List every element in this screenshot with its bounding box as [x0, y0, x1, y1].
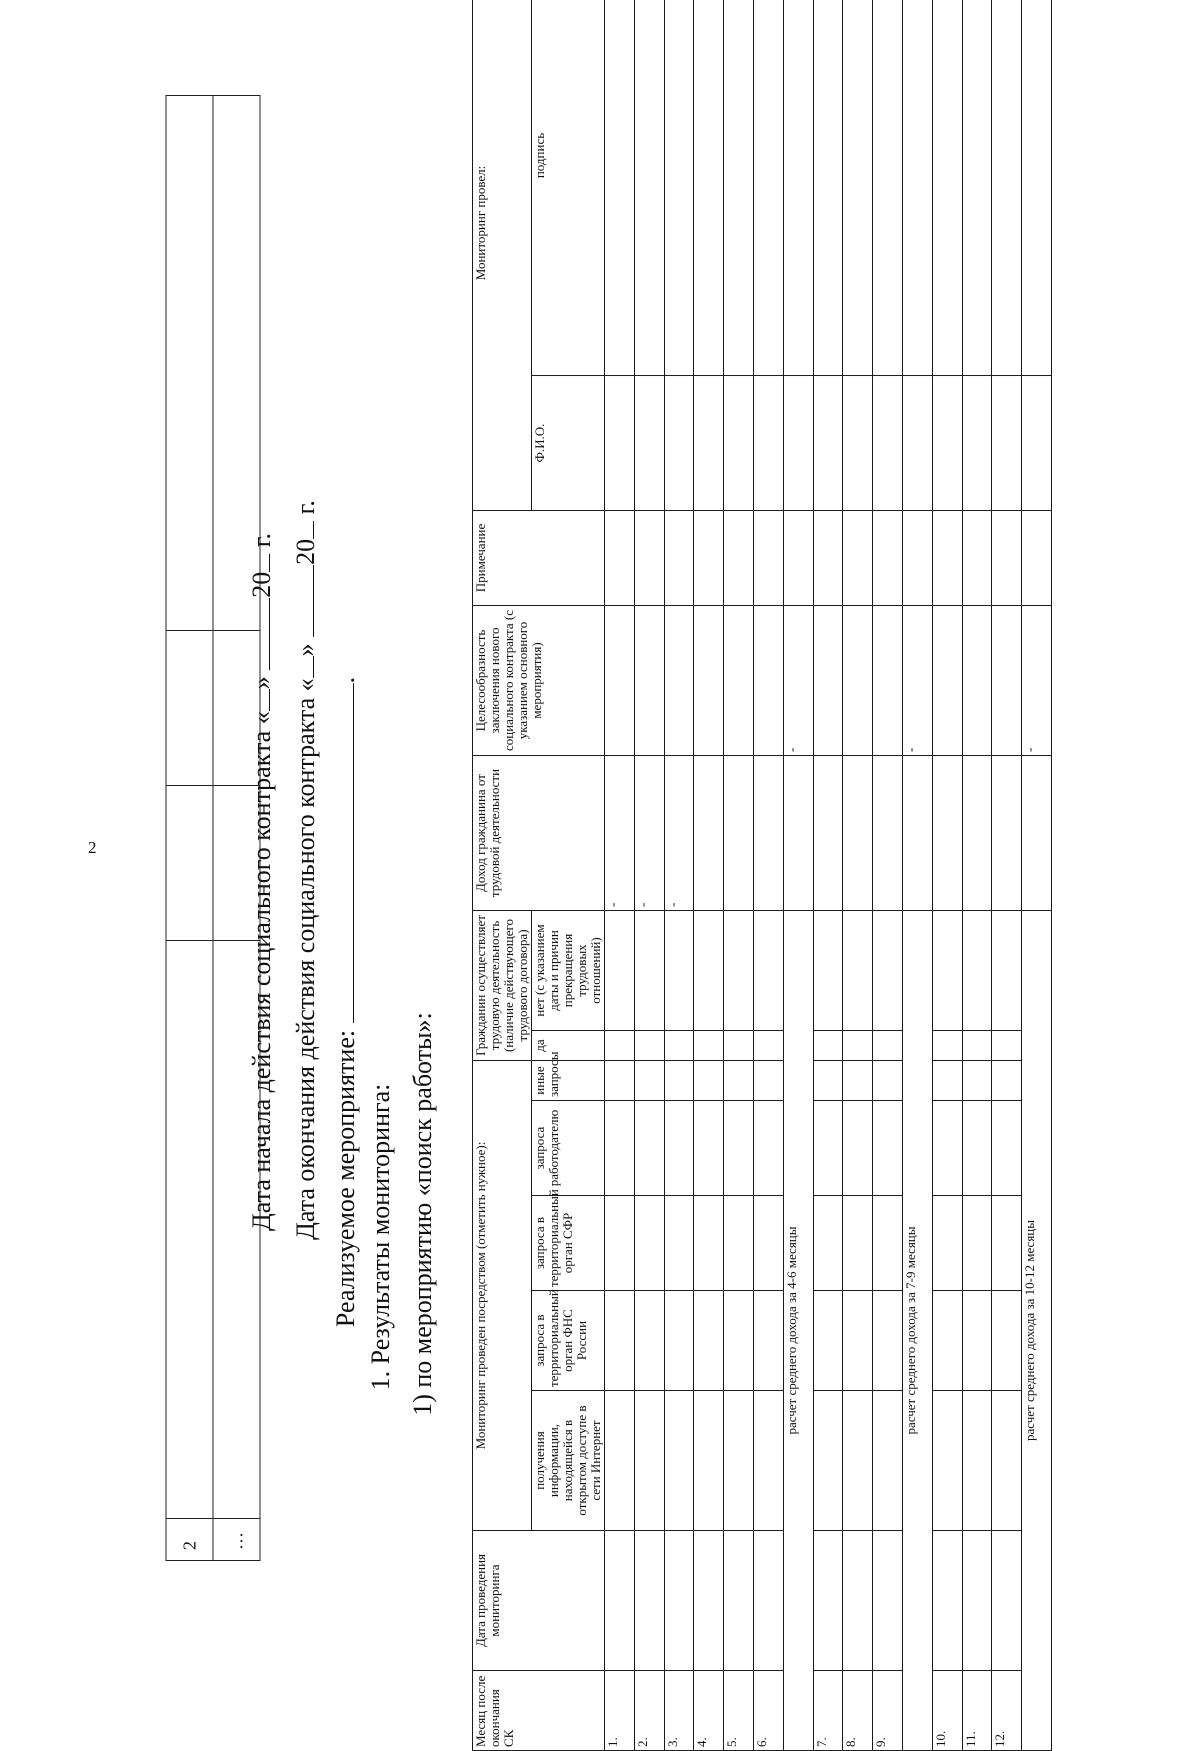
income-cell[interactable] — [843, 755, 873, 910]
signature-cell[interactable] — [1022, 0, 1052, 375]
other-cell[interactable] — [724, 1060, 754, 1100]
sfr-cell[interactable] — [664, 1195, 694, 1290]
employment-yes-cell[interactable] — [813, 1030, 843, 1060]
contract-start-close-quote: » — [247, 676, 276, 690]
header-method-internet: получения информации, находящейся в открытом доступе в сети Интернет — [532, 1390, 605, 1530]
note-cell[interactable] — [873, 510, 903, 605]
sfr-cell[interactable] — [605, 1195, 635, 1290]
month-row — [843, 0, 873, 1750]
employment-no-cell[interactable] — [932, 910, 962, 1030]
note-cell[interactable] — [783, 510, 813, 605]
employer-cell[interactable] — [873, 1100, 903, 1195]
month-cell: 7. — [813, 1670, 843, 1750]
sfr-cell[interactable] — [634, 1195, 664, 1290]
income-cell[interactable] — [724, 755, 754, 910]
month-row — [724, 0, 754, 1750]
month-row — [992, 0, 1022, 1750]
name-cell[interactable] — [873, 375, 903, 510]
sfr-cell[interactable] — [724, 1195, 754, 1290]
signature-cell[interactable] — [992, 0, 1022, 375]
date-cell[interactable] — [992, 1530, 1022, 1670]
month-row — [813, 0, 843, 1750]
employment-yes-cell[interactable] — [992, 1030, 1022, 1060]
employment-yes-cell[interactable] — [694, 1030, 724, 1060]
fns-cell[interactable] — [962, 1290, 992, 1390]
signature-cell[interactable] — [962, 0, 992, 375]
fns-cell[interactable] — [664, 1290, 694, 1390]
expediency-cell[interactable] — [694, 605, 724, 755]
income-cell[interactable] — [813, 755, 843, 910]
header-employment-group: Гражданин осуществляет трудовую деятельность (наличие действующего трудового договора) — [473, 910, 532, 1060]
date-cell[interactable] — [843, 1530, 873, 1670]
employment-yes-cell[interactable] — [753, 1030, 783, 1060]
employment-no-cell[interactable] — [843, 910, 873, 1030]
fns-cell[interactable] — [605, 1290, 635, 1390]
employer-cell[interactable] — [605, 1100, 635, 1195]
note-cell[interactable] — [902, 510, 932, 605]
date-cell[interactable] — [932, 1530, 962, 1670]
fns-cell[interactable] — [813, 1290, 843, 1390]
sfr-cell[interactable] — [753, 1195, 783, 1290]
month-row — [932, 0, 962, 1750]
employer-cell[interactable] — [992, 1100, 1022, 1195]
fragment-cell — [166, 630, 213, 785]
month-row — [694, 0, 724, 1750]
note-cell[interactable] — [1022, 510, 1052, 605]
internet-cell[interactable] — [813, 1390, 843, 1530]
date-cell[interactable] — [694, 1530, 724, 1670]
fragment-row — [166, 95, 213, 1560]
income-cell[interactable] — [753, 755, 783, 910]
employment-yes-cell[interactable] — [932, 1030, 962, 1060]
internet-cell[interactable] — [605, 1390, 635, 1530]
internet-cell[interactable] — [962, 1390, 992, 1530]
expediency-cell[interactable] — [724, 605, 754, 755]
average-row — [1022, 0, 1052, 1750]
internet-cell[interactable] — [992, 1390, 1022, 1530]
header-method-other: иные запросы — [532, 1060, 605, 1100]
monitoring-table — [472, 0, 1052, 1751]
average-row — [783, 0, 813, 1750]
employment-yes-cell[interactable] — [873, 1030, 903, 1060]
employment-no-cell[interactable] — [753, 910, 783, 1030]
note-cell[interactable] — [694, 510, 724, 605]
internet-cell[interactable] — [873, 1390, 903, 1530]
average-label: расчет среднего дохода за 4-6 месяцы — [783, 910, 813, 1750]
employer-cell[interactable] — [813, 1100, 843, 1195]
average-label: расчет среднего дохода за 7-9 месяцы — [902, 910, 932, 1750]
name-cell[interactable] — [753, 375, 783, 510]
header-method-group: Мониторинг проведен посредством (отметить нужное): — [473, 1060, 532, 1530]
name-cell[interactable] — [634, 375, 664, 510]
contract-start-line — [247, 533, 277, 1231]
signature-cell[interactable] — [873, 0, 903, 375]
fns-cell[interactable] — [992, 1290, 1022, 1390]
month-row — [605, 0, 635, 1750]
contract-end-close-quote: » — [291, 643, 320, 657]
month-cell: 10. — [932, 1670, 962, 1750]
header-conducted-name: Ф.И.О. — [532, 375, 605, 510]
fragment-table-wrap — [165, 95, 260, 1560]
contract-start-year-suffix: г. — [247, 533, 276, 548]
signature-cell[interactable] — [753, 0, 783, 375]
expediency-cell[interactable] — [843, 605, 873, 755]
contract-start-year-blank[interactable] — [269, 554, 270, 572]
other-cell[interactable] — [813, 1060, 843, 1100]
name-cell[interactable] — [694, 375, 724, 510]
employment-no-cell[interactable] — [724, 910, 754, 1030]
internet-cell[interactable] — [724, 1390, 754, 1530]
header-method-employer: запроса работодателю — [532, 1100, 605, 1195]
employer-cell[interactable] — [694, 1100, 724, 1195]
employment-no-cell[interactable] — [813, 910, 843, 1030]
date-cell[interactable] — [634, 1530, 664, 1670]
contract-end-year-blank[interactable] — [313, 521, 314, 539]
expediency-cell[interactable] — [932, 605, 962, 755]
name-cell[interactable] — [992, 375, 1022, 510]
employment-yes-cell[interactable] — [962, 1030, 992, 1060]
sfr-cell[interactable] — [813, 1195, 843, 1290]
internet-cell[interactable] — [753, 1390, 783, 1530]
note-cell[interactable] — [962, 510, 992, 605]
employment-no-cell[interactable] — [962, 910, 992, 1030]
expediency-cell[interactable] — [992, 605, 1022, 755]
note-cell[interactable] — [932, 510, 962, 605]
name-cell[interactable] — [1022, 375, 1052, 510]
activity-blank[interactable] — [353, 683, 354, 1023]
activity-line — [331, 677, 361, 1327]
fns-cell[interactable] — [932, 1290, 962, 1390]
income-cell[interactable]: - — [664, 755, 694, 910]
name-cell[interactable] — [962, 375, 992, 510]
month-cell: 3. — [664, 1670, 694, 1750]
signature-cell[interactable] — [724, 0, 754, 375]
monitoring-table-body — [605, 0, 1052, 1750]
expediency-cell[interactable]: - — [783, 605, 813, 755]
header-row — [473, 0, 532, 1750]
other-cell[interactable] — [634, 1060, 664, 1100]
expediency-cell[interactable] — [873, 605, 903, 755]
header-conducted-group: Мониторинг провел: — [473, 0, 532, 510]
header-income: Доход гражданина от трудовой деятельности — [473, 755, 605, 910]
date-cell[interactable] — [605, 1530, 635, 1670]
income-cell[interactable] — [783, 755, 813, 910]
subsection-title: 1) по мероприятию «поиск работы»: — [408, 1012, 437, 1416]
fns-cell[interactable] — [873, 1290, 903, 1390]
date-cell[interactable] — [664, 1530, 694, 1670]
name-cell[interactable] — [902, 375, 932, 510]
expediency-cell[interactable]: - — [902, 605, 932, 755]
fragment-cell — [166, 785, 213, 940]
contract-end-year-prefix: 20 — [291, 538, 320, 565]
expediency-cell[interactable] — [664, 605, 694, 755]
fns-cell[interactable] — [694, 1290, 724, 1390]
income-cell[interactable]: - — [634, 755, 664, 910]
expediency-cell[interactable] — [813, 605, 843, 755]
date-cell[interactable] — [813, 1530, 843, 1670]
other-cell[interactable] — [605, 1060, 635, 1100]
month-row — [962, 0, 992, 1750]
employment-yes-cell[interactable] — [605, 1030, 635, 1060]
name-cell[interactable] — [664, 375, 694, 510]
other-cell[interactable] — [992, 1060, 1022, 1100]
other-cell[interactable] — [694, 1060, 724, 1100]
sfr-cell[interactable] — [992, 1195, 1022, 1290]
signature-cell[interactable] — [843, 0, 873, 375]
income-cell[interactable]: - — [605, 755, 635, 910]
internet-cell[interactable] — [634, 1390, 664, 1530]
expediency-cell[interactable]: - — [1022, 605, 1052, 755]
contract-end-day-blank[interactable] — [313, 656, 314, 678]
header-method-fns: запроса в территориальный орган ФНС России — [532, 1290, 605, 1390]
note-cell[interactable] — [634, 510, 664, 605]
name-cell[interactable] — [843, 375, 873, 510]
sfr-cell[interactable] — [873, 1195, 903, 1290]
employment-no-cell[interactable] — [992, 910, 1022, 1030]
fns-cell[interactable] — [724, 1290, 754, 1390]
note-cell[interactable] — [992, 510, 1022, 605]
employment-yes-cell[interactable] — [664, 1030, 694, 1060]
sfr-cell[interactable] — [843, 1195, 873, 1290]
employer-cell[interactable] — [932, 1100, 962, 1195]
internet-cell[interactable] — [664, 1390, 694, 1530]
income-cell[interactable] — [694, 755, 724, 910]
note-cell[interactable] — [843, 510, 873, 605]
month-cell: 12. — [992, 1670, 1022, 1750]
header-note: Примечание — [473, 510, 605, 605]
contract-end-month-blank[interactable] — [313, 565, 314, 637]
date-cell[interactable] — [724, 1530, 754, 1670]
header-method-sfr: запроса в территориальный орган СФР — [532, 1195, 605, 1290]
monitoring-table-wrap — [472, 35, 1052, 1747]
signature-cell[interactable] — [605, 0, 635, 375]
employment-yes-cell[interactable] — [843, 1030, 873, 1060]
other-cell[interactable] — [962, 1060, 992, 1100]
sfr-cell[interactable] — [962, 1195, 992, 1290]
name-cell[interactable] — [724, 375, 754, 510]
employment-no-cell[interactable] — [873, 910, 903, 1030]
other-cell[interactable] — [873, 1060, 903, 1100]
fns-cell[interactable] — [843, 1290, 873, 1390]
activity-label: Реализуемое мероприятие: — [331, 1029, 360, 1328]
employer-cell[interactable] — [634, 1100, 664, 1195]
month-row — [664, 0, 694, 1750]
header-month: Месяц после окончания СК — [473, 1670, 605, 1750]
date-cell[interactable] — [873, 1530, 903, 1670]
header-employment-no: нет (с указанием даты и причин прекращения трудовых отношений) — [532, 910, 605, 1030]
month-cell: 9. — [873, 1670, 903, 1750]
fragment-table — [165, 95, 260, 1561]
employment-no-cell[interactable] — [605, 910, 635, 1030]
expediency-cell[interactable] — [605, 605, 635, 755]
month-cell: 2. — [634, 1670, 664, 1750]
header-employment-yes: да — [532, 1030, 605, 1060]
internet-cell[interactable] — [694, 1390, 724, 1530]
income-cell[interactable] — [962, 755, 992, 910]
month-cell: 11. — [962, 1670, 992, 1750]
fragment-cell — [166, 940, 213, 1518]
signature-cell[interactable] — [783, 0, 813, 375]
name-cell[interactable] — [932, 375, 962, 510]
employer-cell[interactable] — [843, 1100, 873, 1195]
fragment-cell: … — [213, 1518, 260, 1560]
contract-end-line — [291, 500, 321, 1240]
month-cell: 8. — [843, 1670, 873, 1750]
income-cell[interactable] — [932, 755, 962, 910]
signature-cell[interactable] — [902, 0, 932, 375]
header-expediency: Целесообразность заключения нового социального контракта (с указанием основного мероприятия) — [473, 605, 605, 755]
contract-start-year-prefix: 20 — [247, 571, 276, 598]
month-cell: 5. — [724, 1670, 754, 1750]
note-cell[interactable] — [753, 510, 783, 605]
other-cell[interactable] — [843, 1060, 873, 1100]
month-row — [634, 0, 664, 1750]
average-label: расчет среднего дохода за 10-12 месяцы — [1022, 910, 1052, 1750]
income-cell[interactable] — [992, 755, 1022, 910]
month-cell: 4. — [694, 1670, 724, 1750]
income-cell[interactable] — [1022, 755, 1052, 910]
signature-cell[interactable] — [694, 0, 724, 375]
section-title: 1. Результаты мониторинга: — [366, 1083, 395, 1391]
date-cell[interactable] — [962, 1530, 992, 1670]
fragment-cell: 2 — [166, 1518, 213, 1560]
employer-cell[interactable] — [724, 1100, 754, 1195]
other-cell[interactable] — [753, 1060, 783, 1100]
note-cell[interactable] — [664, 510, 694, 605]
internet-cell[interactable] — [932, 1390, 962, 1530]
expediency-cell[interactable] — [753, 605, 783, 755]
contract-start-label: Дата начала действия социального контракта « — [247, 711, 276, 1231]
employment-no-cell[interactable] — [694, 910, 724, 1030]
page-number: 2 — [88, 838, 97, 857]
date-cell[interactable] — [753, 1530, 783, 1670]
header-conducted-sign: подпись — [532, 0, 605, 375]
internet-cell[interactable] — [843, 1390, 873, 1530]
name-cell[interactable] — [813, 375, 843, 510]
note-cell[interactable] — [813, 510, 843, 605]
signature-cell[interactable] — [634, 0, 664, 375]
fns-cell[interactable] — [634, 1290, 664, 1390]
employer-cell[interactable] — [664, 1100, 694, 1195]
contract-start-month-blank[interactable] — [269, 598, 270, 670]
employer-cell[interactable] — [962, 1100, 992, 1195]
expediency-cell[interactable] — [962, 605, 992, 755]
month-row — [873, 0, 903, 1750]
signature-cell[interactable] — [932, 0, 962, 375]
activity-end: . — [331, 676, 360, 684]
fns-cell[interactable] — [753, 1290, 783, 1390]
other-cell[interactable] — [664, 1060, 694, 1100]
contract-end-year-suffix: г. — [291, 500, 320, 515]
signature-cell[interactable] — [664, 0, 694, 375]
name-cell[interactable] — [605, 375, 635, 510]
fragment-cell — [166, 95, 213, 630]
note-cell[interactable] — [724, 510, 754, 605]
sfr-cell[interactable] — [932, 1195, 962, 1290]
name-cell[interactable] — [783, 375, 813, 510]
month-cell: 6. — [753, 1670, 783, 1750]
employment-no-cell[interactable] — [634, 910, 664, 1030]
signature-cell[interactable] — [813, 0, 843, 375]
employment-yes-cell[interactable] — [634, 1030, 664, 1060]
income-cell[interactable] — [873, 755, 903, 910]
sfr-cell[interactable] — [694, 1195, 724, 1290]
employment-no-cell[interactable] — [664, 910, 694, 1030]
employment-yes-cell[interactable] — [724, 1030, 754, 1060]
header-date: Дата проведения мониторинга — [473, 1530, 605, 1670]
average-row — [902, 0, 932, 1750]
income-cell[interactable] — [902, 755, 932, 910]
month-row — [753, 0, 783, 1750]
contract-start-day-blank[interactable] — [269, 689, 270, 711]
note-cell[interactable] — [605, 510, 635, 605]
other-cell[interactable] — [932, 1060, 962, 1100]
month-cell: 1. — [605, 1670, 635, 1750]
employer-cell[interactable] — [753, 1100, 783, 1195]
expediency-cell[interactable] — [634, 605, 664, 755]
contract-end-label: Дата окончания действия социального контракта « — [291, 678, 320, 1240]
